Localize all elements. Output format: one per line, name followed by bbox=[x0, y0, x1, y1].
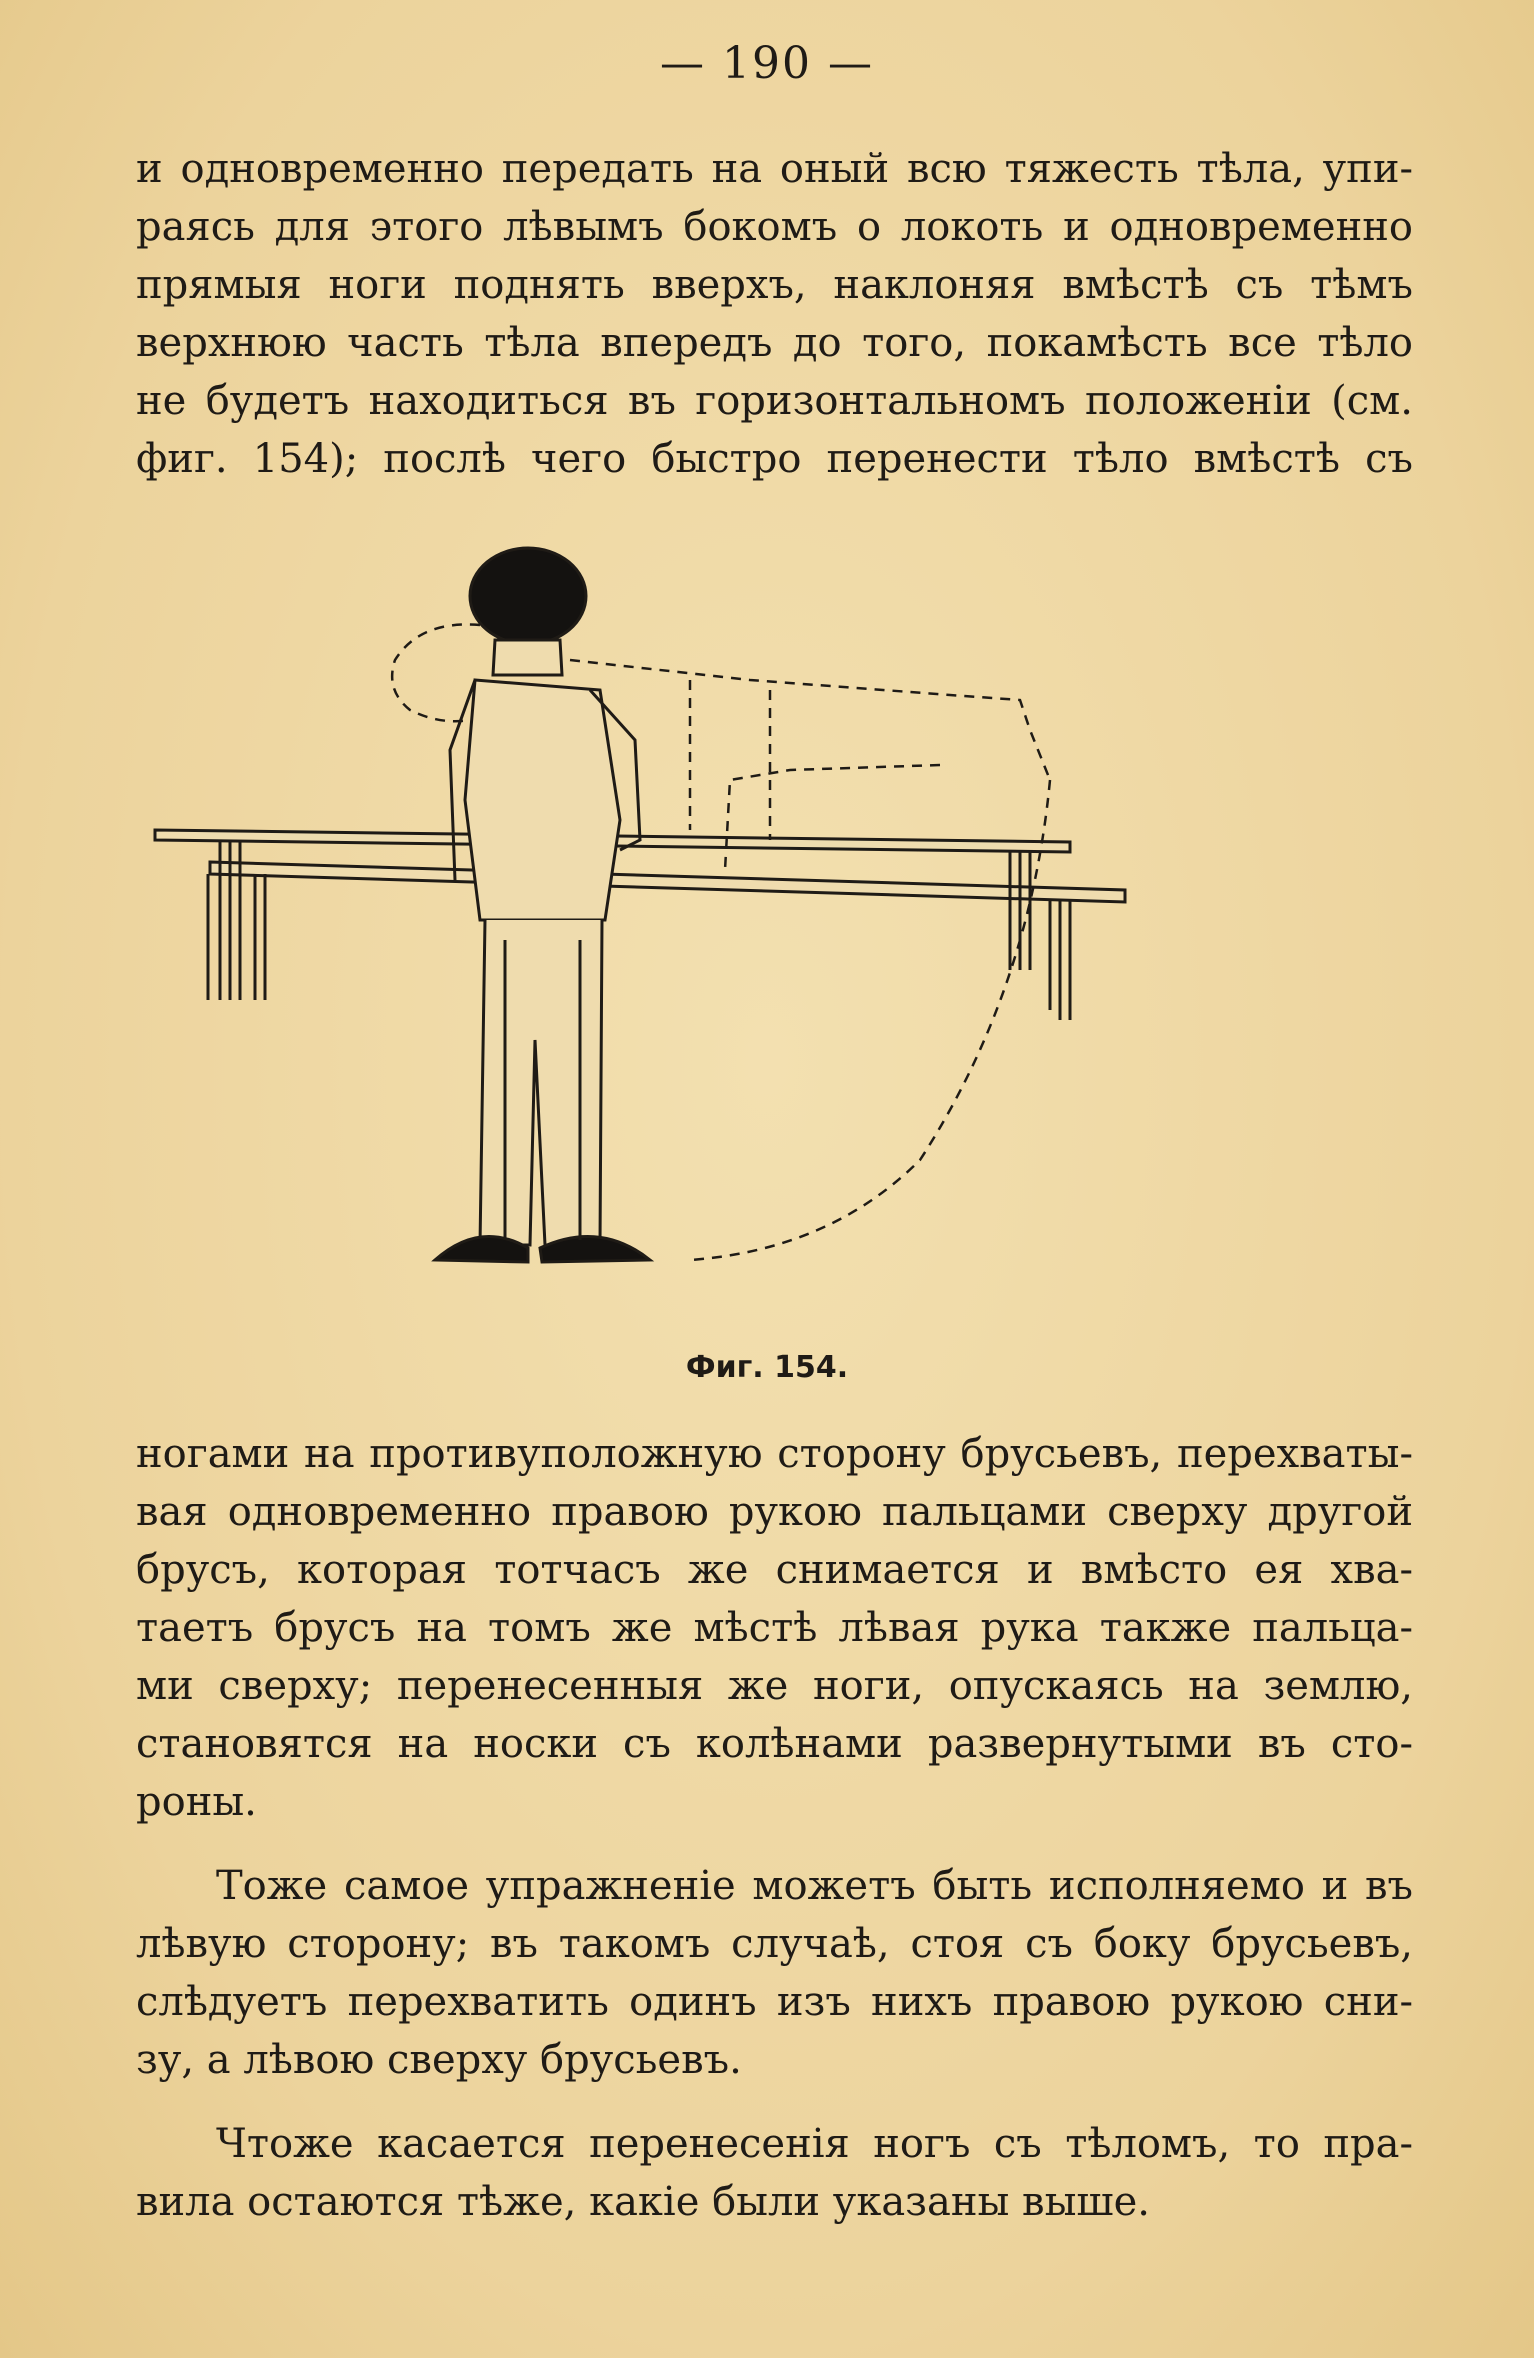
text-line: брусъ, которая тотчасъ же снимается и вмѣсто ея хва- bbox=[136, 1547, 1413, 1593]
text-line: Тоже самое упражненiе можетъ быть исполняемо и въ bbox=[216, 1863, 1413, 1909]
top-paragraph bbox=[136, 140, 1413, 488]
text-line: ногами на противуположную сторону брусьевъ, перехваты- bbox=[136, 1431, 1413, 1477]
text-line: и одновременно передать на оный всю тяжесть тѣла, упи- bbox=[136, 146, 1413, 192]
text-line: ми сверху; перенесенныя же ноги, опускаясь на землю, bbox=[136, 1663, 1413, 1709]
text-line: вила остаются тѣже, какiе были указаны выше. bbox=[136, 2179, 1150, 2225]
text-line: роны. bbox=[136, 1779, 257, 1825]
parallel-bars bbox=[155, 830, 1125, 1020]
text-line: раясь для этого лѣвымъ бокомъ о локоть и одновременно bbox=[136, 204, 1413, 250]
text-line: лѣвую сторону; въ такомъ случаѣ, стоя съ боку брусьевъ, bbox=[136, 1921, 1413, 1967]
text-line: становятся на носки съ колѣнами развернутыми въ сто- bbox=[136, 1721, 1413, 1767]
gymnast-figure bbox=[435, 548, 650, 1262]
figure-parallel-bars-illustration bbox=[150, 540, 1150, 1300]
text-line: не будетъ находиться въ горизонтальномъ положенiи (см. bbox=[136, 378, 1413, 424]
figure-caption: Фиг. 154. bbox=[685, 1350, 849, 1385]
paragraph bbox=[136, 2115, 1413, 2231]
text-line: верхнюю часть тѣла впередъ до того, покамѣсть все тѣло bbox=[136, 320, 1413, 366]
paragraph bbox=[136, 1857, 1413, 2089]
text-line: слѣдуетъ перехватить одинъ изъ нихъ правою рукою сни- bbox=[136, 1979, 1413, 2025]
page-number: — 190 — bbox=[660, 38, 874, 89]
bottom-text bbox=[136, 1425, 1413, 2257]
text-line: вая одновременно правою рукою пальцами сверху другой bbox=[136, 1489, 1413, 1535]
text-line: Чтоже касается перенесенiя ногъ съ тѣломъ, то пра- bbox=[216, 2121, 1413, 2167]
text-line: таетъ брусъ на томъ же мѣстѣ лѣвая рука также пальца- bbox=[136, 1605, 1413, 1651]
text-line: прямыя ноги поднять вверхъ, наклоняя вмѣстѣ съ тѣмъ bbox=[136, 262, 1413, 308]
paragraph bbox=[136, 1425, 1413, 1831]
text-line: зу, а лѣвою сверху брусьевъ. bbox=[136, 2037, 742, 2083]
text-line: фиг. 154); послѣ чего быстро перенести тѣло вмѣстѣ съ bbox=[136, 436, 1413, 482]
